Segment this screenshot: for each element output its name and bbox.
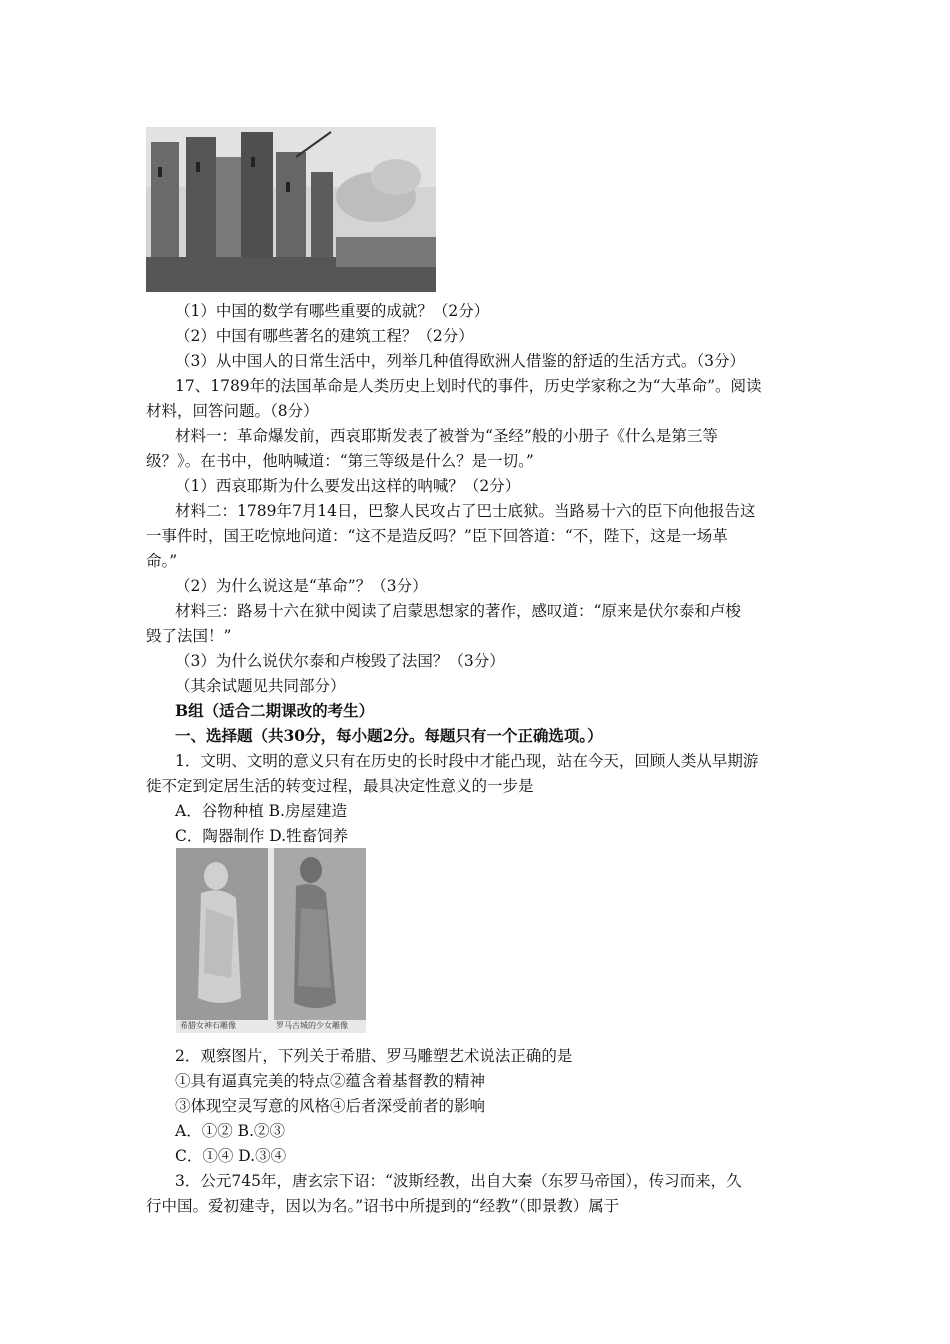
statue-left-caption: 希腊女神石雕像 xyxy=(180,1021,236,1030)
remaining-note: （其余试题见共同部分） xyxy=(175,677,346,695)
b2-statements-34: ③体现空灵写意的风格④后者深受前者的影响 xyxy=(175,1097,486,1115)
material-3-line-2: 毁了法国！” xyxy=(146,627,232,645)
b1-line-2: 徙不定到定居生活的转变过程，最具决定性意义的一步是 xyxy=(146,777,534,795)
statue-right-caption: 罗马古城的少女雕像 xyxy=(276,1021,348,1030)
q16-2: （2）中国有哪些著名的建筑工程？（2分） xyxy=(175,327,474,345)
b1-line-1: 1．文明、文明的意义只有在历史的长时段中才能凸现，站在今天，回顾人类从早期游 xyxy=(175,752,759,770)
material-2-line-1: 材料二：1789年7月14日，巴黎人民攻占了巴士底狱。当路易十六的臣下向他报告这 xyxy=(175,502,756,520)
bastille-drawing xyxy=(146,127,436,292)
material-1-line-1: 材料一：革命爆发前，西哀耶斯发表了被誉为“圣经”般的小册子《什么是第三等 xyxy=(175,427,718,445)
q16-3: （3）从中国人的日常生活中，列举几种值得欧洲人借鉴的舒适的生活方式。（3分） xyxy=(175,352,745,370)
material-2-line-3: 命。” xyxy=(146,552,178,570)
statues-image xyxy=(176,848,366,1033)
material-2-line-2: 一事件时，国王吃惊地问道：“这不是造反吗？”臣下回答道：“不，陛下，这是一场革 xyxy=(146,527,728,545)
q17-line-2: 材料，回答问题。（8分） xyxy=(146,402,319,420)
group-b-heading: B组（适合二期课改的考生） xyxy=(175,701,375,720)
material-3-line-1: 材料三：路易十六在狱中阅读了启蒙思想家的著作，感叹道：“原来是伏尔泰和卢梭 xyxy=(175,602,741,620)
bastille-engraving-image xyxy=(146,127,436,292)
statues-drawing xyxy=(176,848,366,1033)
b2-options-ab: A．①② B.②③ xyxy=(175,1122,285,1140)
b2-options-cd: C．①④ D.③④ xyxy=(175,1147,287,1165)
b2-statements-12: ①具有逼真完美的特点②蕴含着基督教的精神 xyxy=(175,1072,486,1090)
section-1-heading: 一、选择题（共30分，每小题2分。每题只有一个正确选项。） xyxy=(175,726,603,745)
b2-question: 2．观察图片，下列关于希腊、罗马雕塑艺术说法正确的是 xyxy=(175,1047,573,1065)
b1-options-ab: A．谷物种植 B.房屋建造 xyxy=(175,802,347,820)
b3-line-2: 行中国。爱初建寺，因以为名。”诏书中所提到的“经教”（即景教）属于 xyxy=(146,1197,620,1215)
q17-line-1: 17、1789年的法国革命是人类历史上划时代的事件，历史学家称之为“大革命”。阅读 xyxy=(175,377,762,395)
b1-options-cd: C．陶器制作 D.牲畜饲养 xyxy=(175,827,349,845)
material-1-line-2: 级？》。在书中，他呐喊道：“第三等级是什么？是一切。” xyxy=(146,452,534,470)
b3-line-1: 3．公元745年，唐玄宗下诏：“波斯经教，出自大秦（东罗马帝国），传习而来，久 xyxy=(175,1172,742,1190)
q16-1: （1）中国的数学有哪些重要的成就？（2分） xyxy=(175,302,490,320)
material-3-question: （3）为什么说伏尔泰和卢梭毁了法国？（3分） xyxy=(175,652,505,670)
material-1-question: （1）西哀耶斯为什么要发出这样的呐喊？（2分） xyxy=(175,477,521,495)
material-2-question: （2）为什么说这是“革命”？（3分） xyxy=(175,577,428,595)
